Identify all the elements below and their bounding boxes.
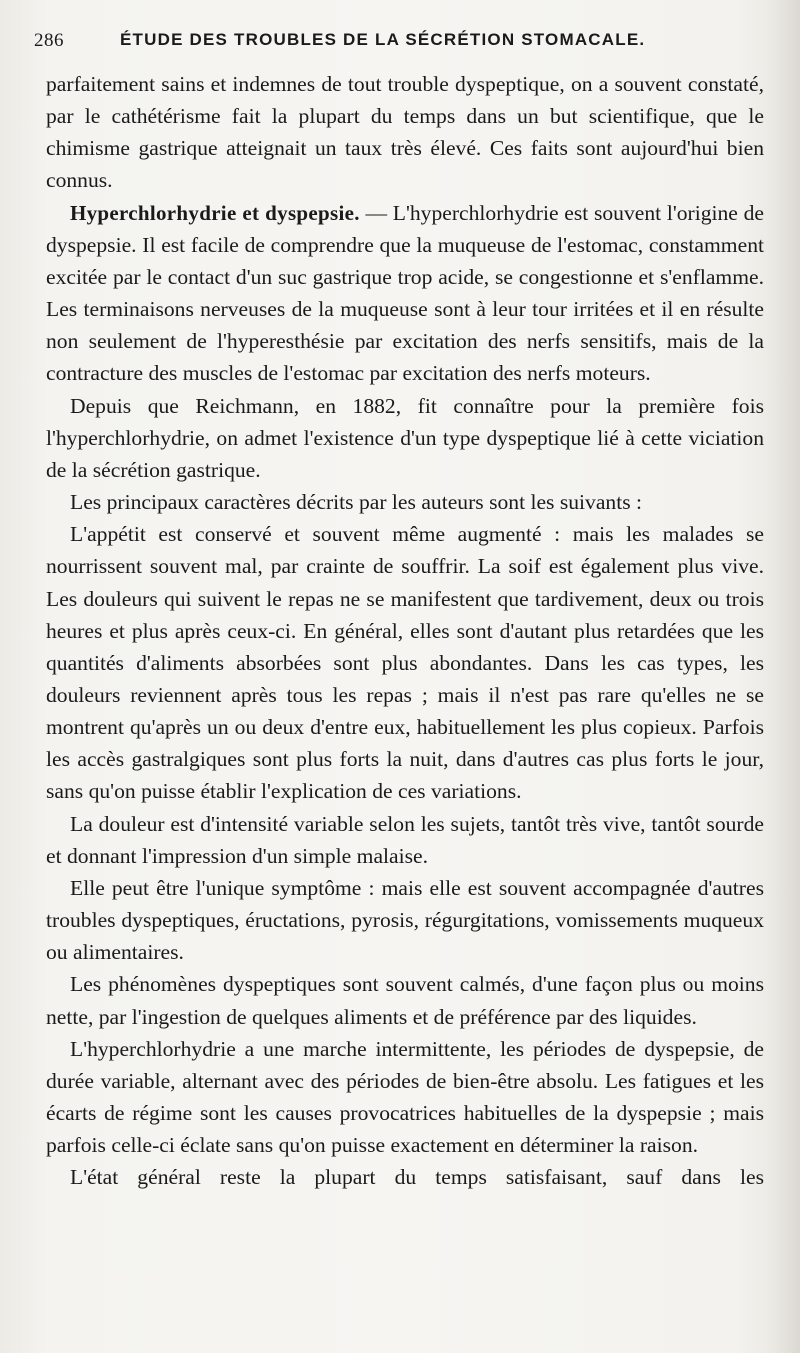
page-header xyxy=(34,30,774,60)
paragraph-4: Les principaux caractères décrits par les auteurs sont les suivants : xyxy=(70,490,643,515)
body-text xyxy=(46,68,764,1193)
paragraph-7: Elle peut être l'unique symptôme : mais elle est souvent accompagnée d'autres troubles dyspeptiques, éructations, pyrosis, régurgitations, vomissements muqueux ou alimentaires. xyxy=(46,875,764,965)
page-number: 286 xyxy=(34,30,64,51)
section-heading: Hyperchlorhydrie et dyspepsie. xyxy=(70,200,360,225)
running-title: ÉTUDE DES TROUBLES DE LA SÉCRÉTION STOMACALE. xyxy=(120,30,646,49)
paragraph-2 xyxy=(46,197,764,390)
page-edge-shadow xyxy=(770,0,800,1353)
paragraph-2-text: — L'hyperchlorhydrie est souvent l'origine de dyspepsie. Il est facile de comprendre que la muqueuse de l'estomac, constamment excitée par le contact d'un suc gastrique trop acide, se congestionne et s'enflamme. Les terminaisons nerveuses de la muqueuse sont à leur tour irritées et il en résulte non seulement de l'hyperesthésie par excitation des nerfs sensitifs, mais de la contracture des muscles de l'estomac par excitation des nerfs moteurs. xyxy=(46,200,764,386)
paragraph-3: Depuis que Reichmann, en 1882, fit connaître pour la première fois l'hyperchlorhydrie, on admet l'existence d'un type dyspeptique lié à cette viciation de la sécrétion gastrique. xyxy=(46,393,764,482)
paragraph-6: La douleur est d'intensité variable selon les sujets, tantôt très vive, tantôt sourde et donnant l'impression d'un simple malaise. xyxy=(46,811,764,868)
paragraph-9: L'hyperchlorhydrie a une marche intermittente, les périodes de dyspepsie, de durée variable, alternant avec des périodes de bien-être absolu. Les fatigues et les écarts de régime sont les causes provocatrices habituelles de la dyspepsie ; mais parfois celle-ci éclate sans qu'on puisse exactement en déterminer la raison. xyxy=(46,1036,764,1158)
paragraph-1: parfaitement sains et indemnes de tout trouble dyspeptique, on a souvent constaté, par le cathétérisme fait la plupart du temps dans un but scientifique, que le chimisme gastrique atteignait un taux très élevé. Ces faits sont aujourd'hui bien connus. xyxy=(46,72,764,193)
paragraph-10: L'état général reste la plupart du temps satisfaisant, sauf dans les xyxy=(70,1165,764,1190)
paragraph-5: L'appétit est conservé et souvent même augmenté : mais les malades se nourrissent souvent mal, par crainte de souffrir. La soif est également plus vive. Les douleurs qui suivent le repas ne se manifestent que tardivement, deux ou trois heures et plus après ceux-ci. En général, elles sont d'autant plus retardées que les quantités d'aliments absorbées sont plus abondantes. Dans les cas types, les douleurs reviennent après tous les repas ; mais il n'est pas rare qu'elles ne se montrent qu'après un ou deux d'entre eux, habituellement les plus copieux. Parfois les accès gastralgiques sont plus forts la nuit, dans d'autres cas plus forts le jour, sans qu'on puisse établir l'explication de ces variations. xyxy=(46,522,764,804)
paragraph-8: Les phénomènes dyspeptiques sont souvent calmés, d'une façon plus ou moins nette, par l'ingestion de quelques aliments et de préférence par des liquides. xyxy=(46,972,764,1029)
